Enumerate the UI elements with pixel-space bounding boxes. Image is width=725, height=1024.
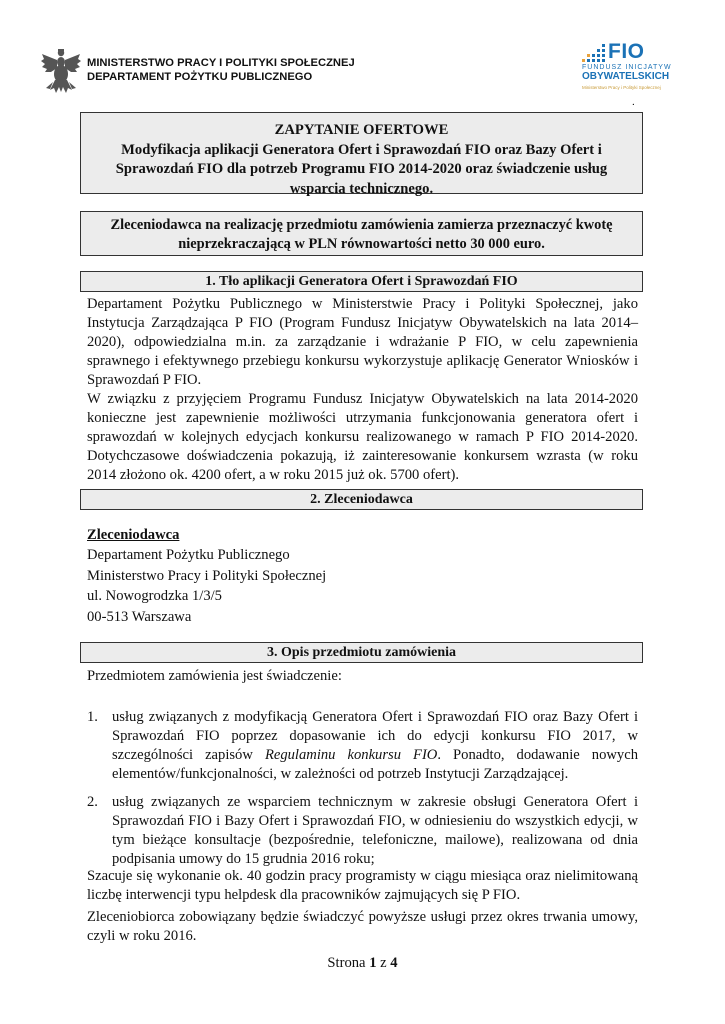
document-title-line-3: Sprawozdań FIO dla potrzeb Programu FIO 2014-2020 oraz świadczenie usług	[115, 161, 608, 177]
contact-line-street: ul. Nowogrodzka 1/3/5	[87, 588, 222, 604]
fio-logo-tagline: Ministerstwo Pracy i Polityki Społecznej	[582, 85, 661, 90]
list-item-text-part: usług związanych z modyfikacją Generatora Ofert i Sprawozdań FIO oraz Bazy Ofert i Sprawozdań FIO poprzez dopasowanie ich do edycji konkursu FIO 2017, w szczególności zapisów	[112, 709, 638, 763]
footer-page-word: Strona	[327, 955, 366, 971]
footer-page-number: 1	[369, 955, 377, 971]
footer-page-total: 4	[390, 955, 398, 971]
ministry-line-2: DEPARTAMENT POŻYTKU PUBLICZNEGO	[87, 71, 313, 83]
list-item-text: usług związanych ze wsparciem technicznym w zakresie obsługi Generatora Ofert i Sprawozdań FIO i Bazy Ofert i Sprawozdań FIO, w odniesieniu do wszystkich edycji, w tym bieżące konsultacje (bezpośrednie, telefoniczne, mailowe), realizowana od dnia podpisania umowy do 15 grudnia 2016 roku;	[112, 794, 638, 867]
contact-address	[87, 545, 326, 627]
budget-notice-line-2: nieprzekraczającą w PLN równowartości netto 30 000 euro.	[178, 236, 545, 252]
section-3-estimate-paragraph: Szacuje się wykonanie ok. 40 godzin pracy programisty w ciągu miesiąca oraz nielimitowaną liczbę interwencji typu helpdesk dla pracowników zajmujących się P FIO.	[87, 868, 638, 903]
contact-line-department: Departament Pożytku Publicznego	[87, 547, 290, 563]
regulation-title: Regulaminu konkursu FIO	[264, 747, 438, 763]
budget-notice-box	[80, 211, 643, 256]
list-item	[87, 708, 638, 784]
fio-logo	[578, 40, 678, 100]
contact-line-city: 00-513 Warszawa	[87, 608, 192, 625]
page-footer	[0, 955, 725, 972]
section-2-heading: 2. Zleceniodawca	[80, 489, 643, 510]
page-header	[40, 40, 672, 98]
section-3-heading: 3. Opis przedmiotu zamówienia	[80, 642, 643, 663]
fio-logo-obywatelskich: OBYWATELSKICH	[582, 71, 670, 82]
contact-title: Zleceniodawca	[87, 527, 180, 543]
list-item-text-part: . Ponadto, dodawanie nowych elementów/funkcjonalności, w zależności od potrzeb Instytucji Zarządzającej.	[112, 747, 638, 782]
fio-logo-dots-icon	[582, 44, 606, 62]
document-title-line-2: Modyfikacja aplikacji Generatora Ofert i Sprawozdań FIO oraz Bazy Ofert i	[121, 141, 602, 158]
ministry-line-1: MINISTERSTWO PRACY I POLITYKI SPOŁECZNEJ	[87, 57, 355, 69]
header-dot: .	[632, 96, 635, 108]
section-1-heading: 1. Tło aplikacji Generatora Ofert i Sprawozdań FIO	[80, 271, 643, 292]
list-item-number: 2.	[87, 794, 98, 810]
document-title-box	[80, 112, 643, 197]
contact-line-ministry: Ministerstwo Pracy i Polityki Społecznej	[87, 567, 327, 584]
fio-logo-fundusz: FUNDUSZ INICJATYW	[582, 64, 672, 71]
fio-logo-text: FIO	[608, 40, 645, 63]
section-1-paragraph-1: Departament Pożytku Publicznego w Ministerstwie Pracy i Polityki Społecznej, jako Instytucja Zarządzająca P FIO (Program Fundusz Inicjatyw Obywatelskich na lata 2014–2020), odpowiedzialna m.in. za zarządzanie i wdrażanie P FIO, w celu zapewnienia sprawnego i efektywnego przebiegu konkursu wykorzystuje aplikację Generator Wniosków i Sprawozdań P FIO.	[87, 296, 638, 388]
list-item	[87, 793, 638, 869]
document-title-line-1: ZAPYTANIE OFERTOWE	[274, 122, 449, 138]
list-item-text	[112, 708, 638, 784]
list-item-number: 1.	[87, 709, 98, 725]
document-title-line-4: wsparcia technicznego.	[289, 180, 434, 197]
budget-notice-line-1: Zleceniodawca na realizację przedmiotu zamówienia zamierza przeznaczyć kwotę	[110, 217, 613, 233]
footer-of-word: z	[380, 955, 387, 971]
polish-eagle-emblem-icon	[40, 48, 82, 94]
section-1-paragraph-2: W związku z przyjęciem Programu Fundusz Inicjatyw Obywatelskich na lata 2014-2020 konieczne jest zapewnienie możliwości utrzymania funkcjonowania generatora ofert i sprawozdań w kolejnych edycjach konkursu realizowanego w ramach P FIO 2014-2020. Dotychczasowe doświadczenia pokazują, iż zainteresowanie konkursem wzrasta (w roku 2014 złożono ok. 4200 ofert, a w roku 2015 już ok. 5700 ofert).	[87, 391, 638, 483]
ministry-name	[87, 56, 355, 84]
section-3-contractor-paragraph: Zleceniobiorca zobowiązany będzie świadczyć powyższe usługi przez okres trwania umowy, czyli w roku 2016.	[87, 909, 638, 944]
section-3-intro: Przedmiotem zamówienia jest świadczenie:	[87, 668, 342, 684]
